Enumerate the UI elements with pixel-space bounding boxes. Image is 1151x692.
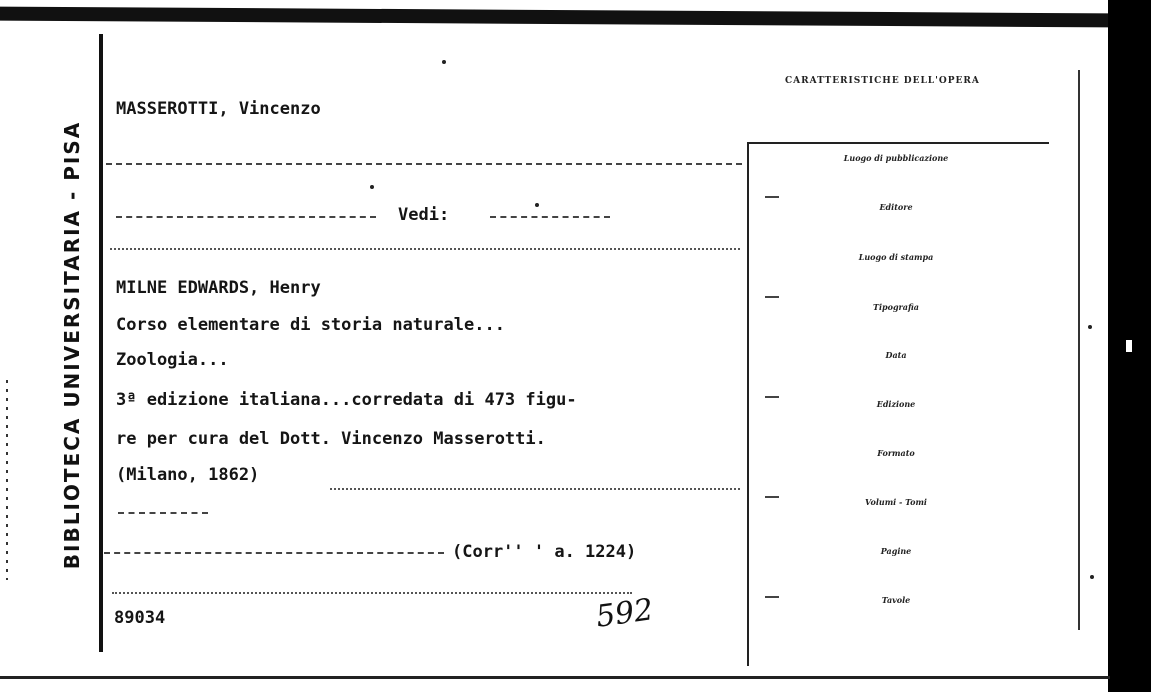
card-bottom-edge [0,676,1110,679]
see-label: Vedi: [398,205,450,225]
field-format: Formato [877,448,915,458]
card-left-speckle [6,380,8,580]
collocation-number: (Corr'' ' a. 1224) [452,542,637,562]
right-rule [1078,70,1080,630]
field-place-of-publication: Luogo di pubblicazione [843,153,949,163]
panel-header: CARATTERISTICHE DELL'OPERA [785,76,980,86]
panel-tick-2 [765,296,779,298]
speck [535,203,539,207]
field-place-of-printing: Luogo di stampa [858,252,934,262]
field-pages: Pagine [880,546,912,556]
ruled-line-7 [112,592,632,594]
speck [1088,325,1092,329]
panel-tick-5 [765,596,779,598]
ruled-line-2 [116,216,376,218]
card-right-notch [1126,340,1132,352]
field-volumes: Volumi - Tomi [865,497,927,507]
handwritten-note: 592 [593,592,656,635]
speck [442,60,446,64]
panel-tick-4 [765,496,779,498]
ruled-line-4 [330,488,740,490]
speck [370,185,374,189]
entry-line-4: 3ª edizione italiana...corredata di 473 figu- [116,390,577,410]
card-top-edge [0,7,1110,28]
author-heading: MASSEROTTI, Vincenzo [116,99,321,119]
ruled-line-5 [118,512,208,514]
field-printer: Tipografia [873,302,919,312]
panel-tick-3 [765,396,779,398]
ruled-line-3 [110,248,740,250]
ruled-line-6 [104,552,444,554]
speck [1090,575,1094,579]
entry-line-1: MILNE EDWARDS, Henry [116,278,321,298]
inventory-number: 89034 [114,608,166,628]
entry-line-6: (Milano, 1862) [116,465,260,485]
field-plates: Tavole [881,595,911,605]
margin-rule [99,34,103,652]
field-date: Data [885,350,907,360]
field-edition: Edizione [876,399,916,409]
entry-line-5: re per cura del Dott. Vincenzo Masserotti. [116,429,546,449]
ruled-line-1 [106,163,742,165]
field-publisher: Editore [879,202,913,212]
panel-tick-1 [765,196,779,198]
entry-line-2: Corso elementare di storia naturale... [116,315,505,335]
library-stamp: BIBLIOTECA UNIVERSITARIA - PISA [60,120,84,570]
ruled-line-2b [490,216,610,218]
entry-line-3: Zoologia... [116,350,229,370]
